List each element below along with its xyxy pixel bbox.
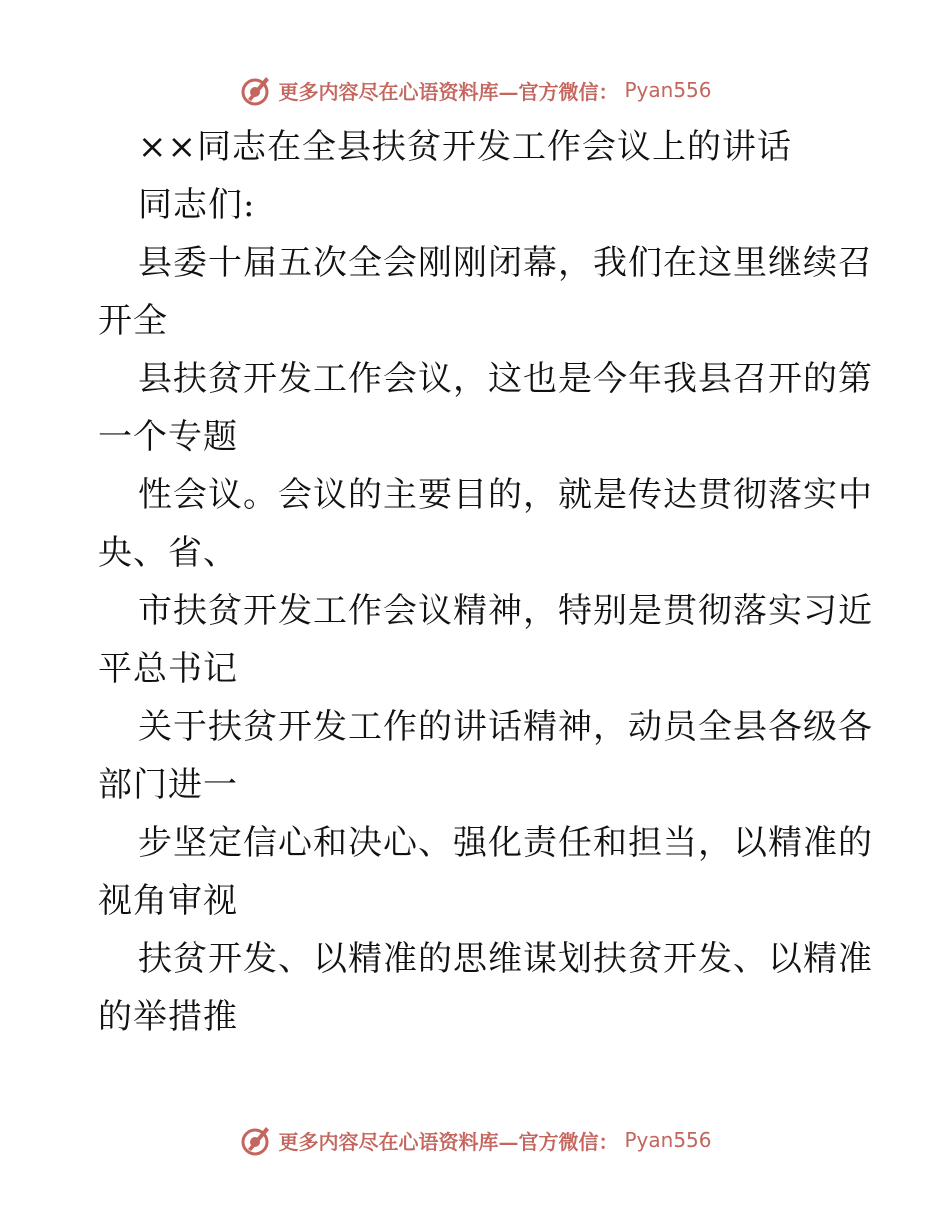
text-line: 县扶贫开发工作会议，这也是今年我县召开的第 (138, 359, 873, 399)
watermark-text: 更多内容尽在心语资料库—官方微信： (278, 79, 619, 104)
text-line: 性会议。会议的主要目的，就是传达贯彻落实中 (138, 475, 873, 515)
paragraph-lines (98, 234, 873, 1046)
quill-logo-icon (238, 73, 272, 107)
text-line: 关于扶贫开发工作的讲话精神，动员全县各级各 (138, 707, 873, 747)
document-body (98, 118, 873, 1046)
text-line: 市扶贫开发工作会议精神，特别是贯彻落实习近 (138, 591, 873, 631)
text-line: 步坚定信心和决心、强化责任和担当，以精准的 (138, 823, 873, 863)
document-title: ××同志在全县扶贫开发工作会议上的讲话 (138, 127, 792, 167)
text-line: 央、省、 (98, 533, 238, 573)
header-watermark (0, 70, 950, 110)
text-line: 视角审视 (98, 881, 238, 921)
text-line: 部门进一 (98, 765, 238, 805)
quill-logo-icon (238, 1123, 272, 1157)
text-line: 扶贫开发、以精准的思维谋划扶贫开发、以精准 (138, 939, 873, 979)
watermark-wechat-id: Pyan556 (624, 78, 712, 102)
watermark-text: 更多内容尽在心语资料库—官方微信： (278, 1129, 619, 1154)
watermark-group (238, 73, 711, 107)
text-line: 一个专题 (98, 417, 238, 457)
footer-watermark (0, 1120, 950, 1160)
text-line: 平总书记 (98, 649, 238, 689)
text-line: 开全 (98, 301, 168, 341)
text-line: 县委十届五次全会刚刚闭幕，我们在这里继续召 (138, 243, 873, 283)
watermark-group (238, 1123, 711, 1157)
text-line: 的举措推 (98, 997, 238, 1037)
watermark-wechat-id: Pyan556 (624, 1128, 712, 1152)
greeting: 同志们: (138, 185, 256, 225)
